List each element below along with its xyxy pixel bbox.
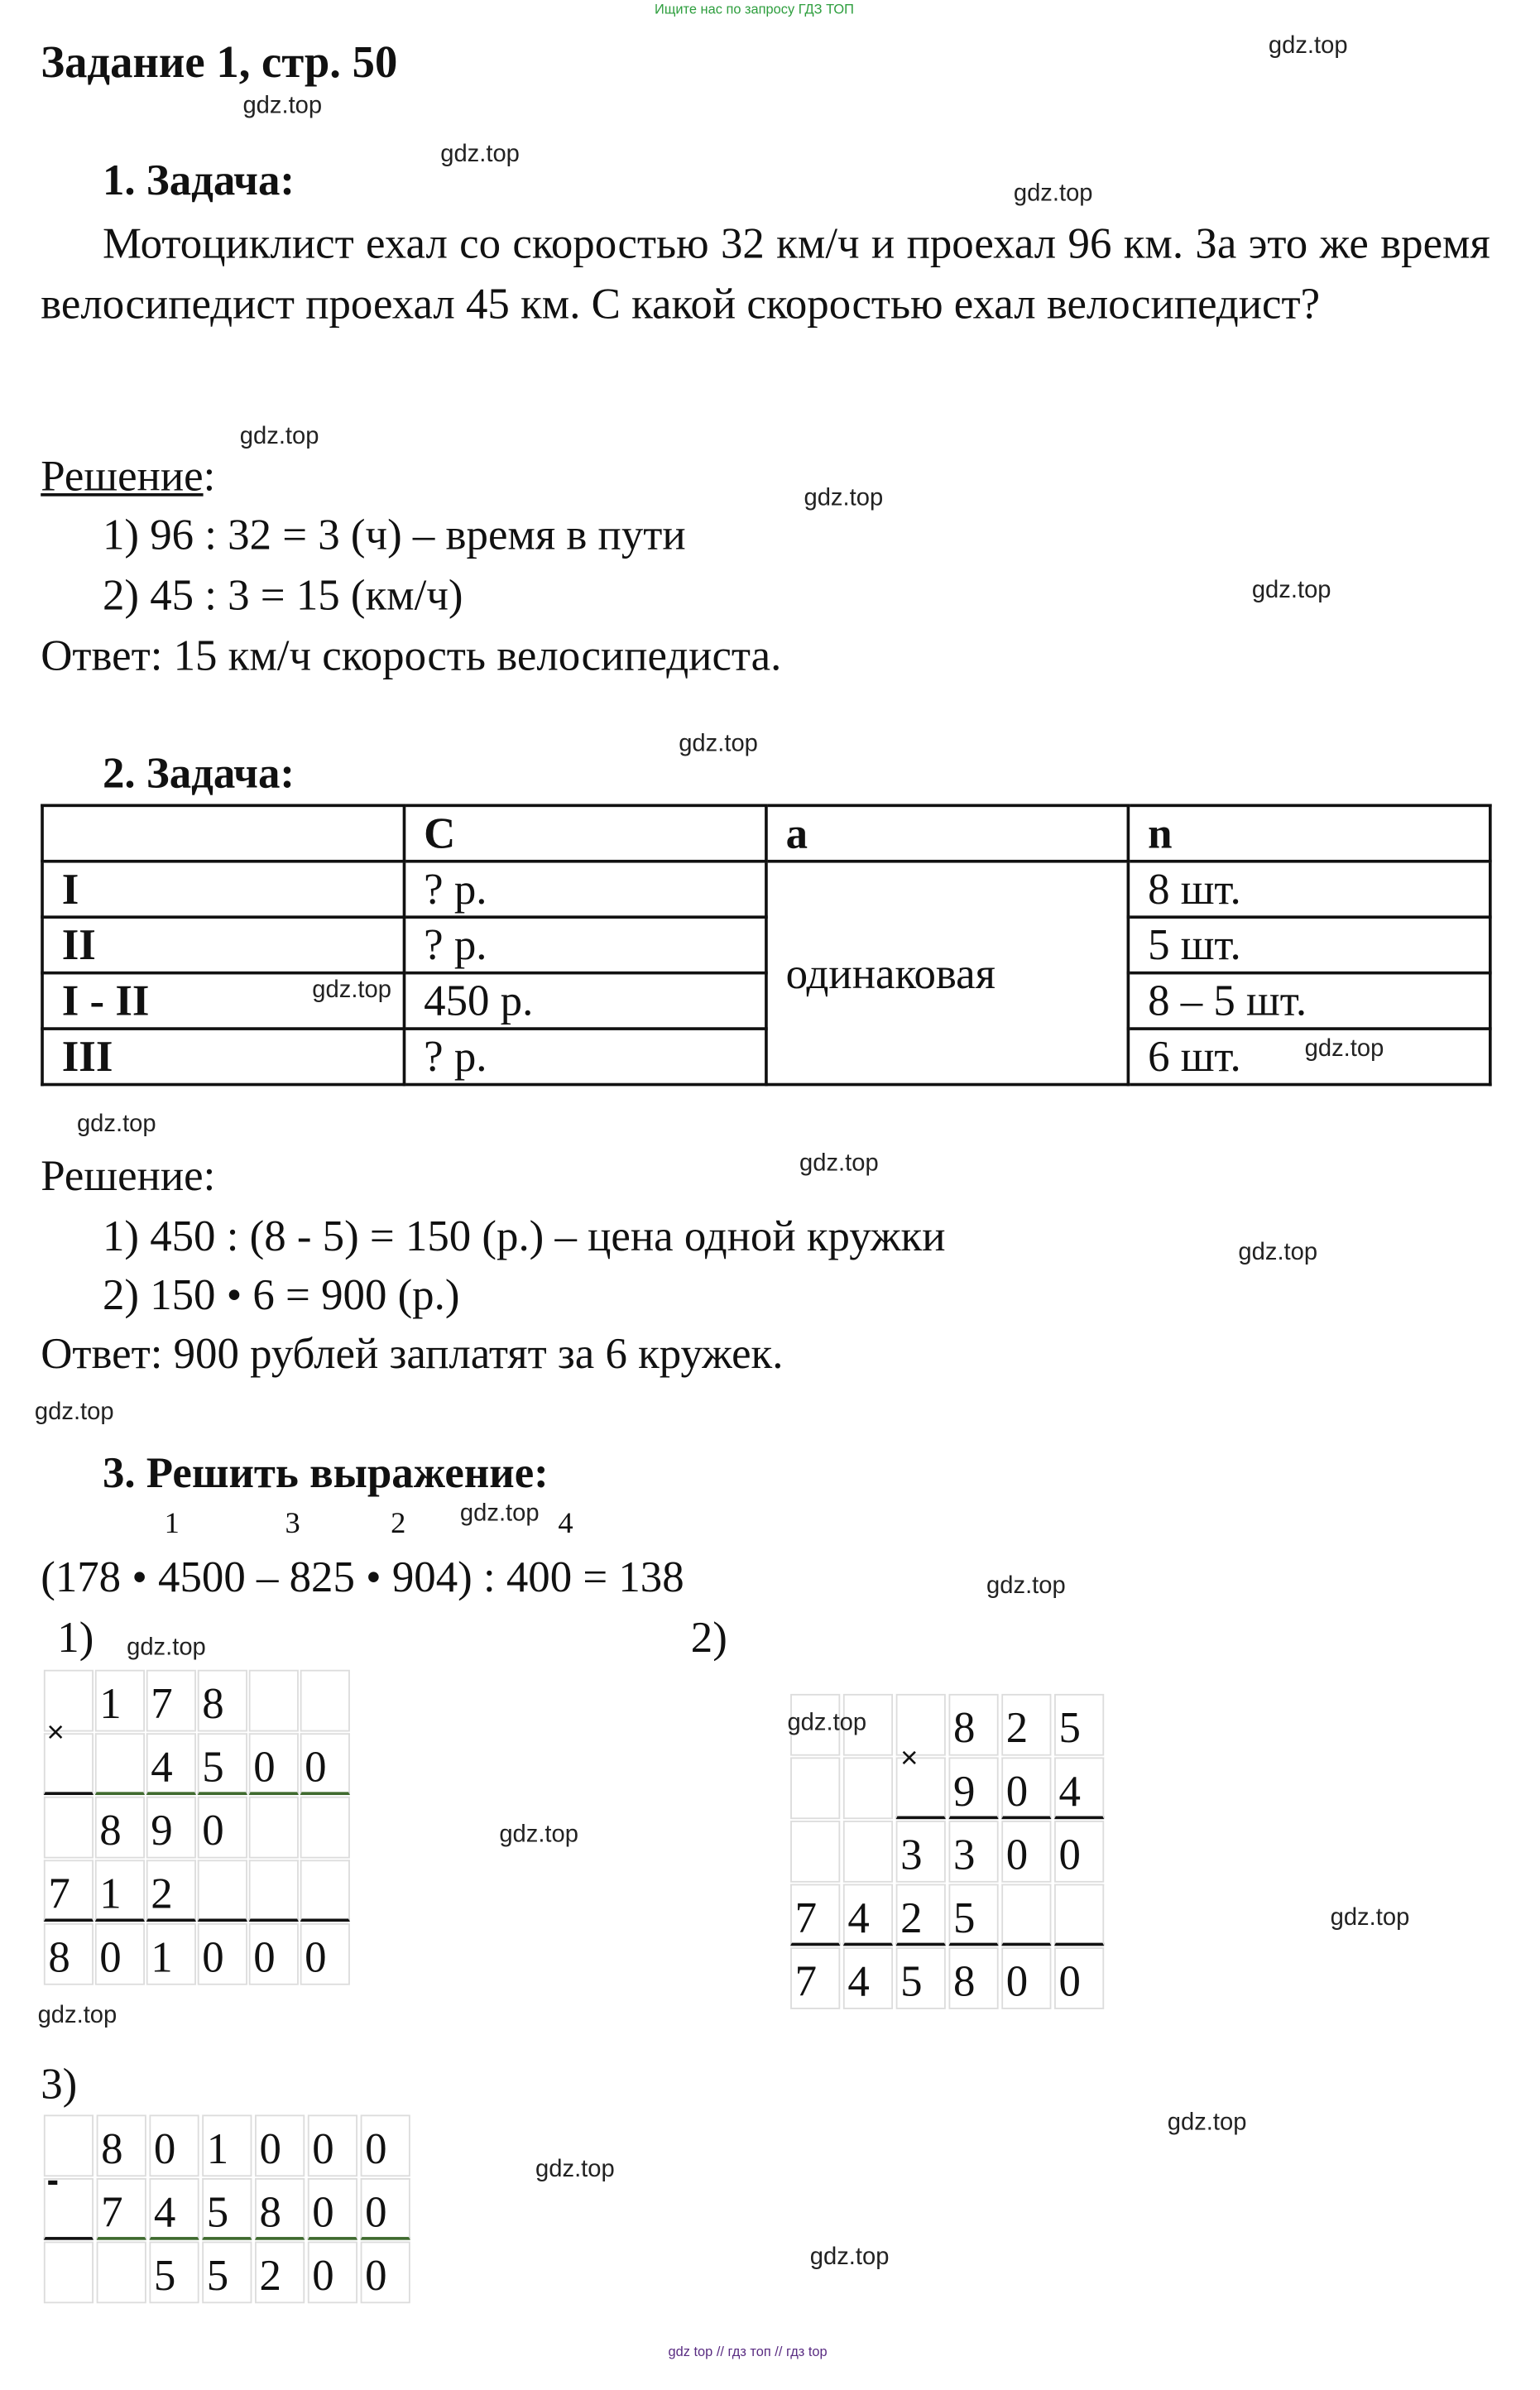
digit-cell: 5 (198, 1733, 247, 1795)
multiply-operator: × (46, 1716, 65, 1750)
digit-cell: 4 (1054, 1757, 1104, 1819)
digit-cell: 3 (948, 1821, 998, 1883)
digit-cell: 9 (146, 1797, 196, 1859)
step-label-2: 2) (690, 1614, 727, 1663)
digit-cell: 0 (361, 2242, 410, 2304)
digit-cell: 1 (146, 1923, 196, 1985)
watermark: gdz.top (1330, 1905, 1410, 1932)
page-title: Задание 1, стр. 50 (41, 37, 398, 88)
digit-cell (300, 1860, 350, 1922)
digit-cell: 8 (948, 1694, 998, 1756)
digit-cell: 8 (95, 1797, 145, 1859)
task3-expression: (178 • 4500 – 825 • 904) : 400 = 138 (41, 1553, 684, 1602)
watermark: gdz.top (1304, 1036, 1384, 1063)
digit-cell: 8 (44, 1923, 94, 1985)
watermark: gdz.top (499, 1821, 578, 1848)
task2-answer: Ответ: 900 рублей заплатят за 6 кружек. (41, 1330, 784, 1379)
digit-cell: 0 (255, 2114, 305, 2176)
task1-answer: Ответ: 15 км/ч скорость велосипедиста. (41, 631, 782, 681)
digit-cell: 5 (896, 1947, 946, 2009)
watermark: gdz.top (1268, 33, 1348, 60)
multiplication-grid-1 (44, 1670, 352, 1987)
digit-cell: 0 (198, 1923, 247, 1985)
watermark: gdz.top (440, 142, 520, 168)
digit-cell: 0 (361, 2178, 410, 2240)
digit-cell: 1 (95, 1670, 145, 1732)
watermark: gdz.top (459, 1500, 540, 1527)
count-cell: 8 шт. (1128, 861, 1490, 917)
row-label: I - II (42, 973, 404, 1029)
digit-cell: 9 (948, 1757, 998, 1819)
digit-cell (249, 1670, 299, 1732)
step-label-3: 3) (41, 2060, 78, 2109)
row-label: I (42, 861, 404, 917)
digit-cell: 0 (149, 2114, 199, 2176)
digit-cell (1001, 1884, 1051, 1946)
watermark: gdz.top (1013, 180, 1093, 207)
digit-cell: 0 (1054, 1821, 1104, 1883)
task2-heading: 2. Задача: (102, 749, 295, 799)
task3-heading: 3. Решить выражение: (102, 1449, 549, 1498)
order-mark: 2 (391, 1506, 406, 1540)
price-merged-cell: одинаковая (766, 861, 1128, 1085)
task1-solution-label (41, 452, 216, 502)
watermark: gdz.top (242, 94, 323, 119)
digit-cell: 0 (300, 1923, 350, 1985)
watermark: gdz.top (787, 1710, 867, 1736)
digit-cell: 0 (1001, 1757, 1051, 1819)
digit-cell: 0 (198, 1797, 247, 1859)
task1-heading: 1. Задача: (102, 156, 295, 205)
digit-cell: 8 (948, 1947, 998, 2009)
watermark: gdz.top (76, 1111, 156, 1138)
digit-cell (843, 1757, 893, 1819)
task2-table (41, 804, 1491, 1086)
multiply-operator: × (900, 1742, 919, 1776)
table-row (42, 861, 1490, 917)
digit-cell: 5 (202, 2178, 252, 2240)
watermark: gdz.top (535, 2157, 615, 2183)
cost-cell: ? р. (404, 917, 765, 972)
footer: gdz top // гдз топ // гдз top (668, 2344, 828, 2359)
watermark: gdz.top (799, 1150, 879, 1177)
digit-cell: 0 (361, 2114, 410, 2176)
subtraction-grid (44, 2114, 414, 2305)
digit-cell: 7 (790, 1884, 840, 1946)
watermark: gdz.top (1238, 1240, 1318, 1266)
digit-cell: 4 (146, 1733, 196, 1795)
digit-cell (249, 1860, 299, 1922)
count-cell: 5 шт. (1128, 917, 1490, 972)
watermark: gdz.top (804, 485, 884, 511)
digit-cell (1054, 1884, 1104, 1946)
digit-cell: 8 (97, 2114, 146, 2176)
solution-label: Решение (41, 452, 204, 502)
step-label-1: 1) (57, 1614, 94, 1663)
colon: : (203, 452, 216, 502)
digit-cell: 7 (97, 2178, 146, 2240)
digit-cell (300, 1670, 350, 1732)
cost-cell: 450 р. (404, 973, 765, 1029)
watermark: gdz.top (679, 732, 758, 757)
digit-cell: 5 (149, 2242, 199, 2304)
digit-cell: 4 (843, 1947, 893, 2009)
digit-cell: 2 (1001, 1694, 1051, 1756)
digit-cell: 0 (308, 2114, 357, 2176)
digit-cell: 7 (790, 1947, 840, 2009)
digit-cell: 8 (198, 1670, 247, 1732)
digit-cell (790, 1821, 840, 1883)
digit-cell: 0 (249, 1923, 299, 1985)
header-cell: a (766, 805, 1128, 861)
watermark: gdz.top (127, 1634, 206, 1661)
table-row (42, 1029, 1490, 1084)
task2-step-1: 1) 450 : (8 - 5) = 150 (р.) – цена одной кружки (102, 1212, 946, 1261)
task2-solution-label: Решение: (41, 1152, 216, 1201)
digit-cell: 0 (1054, 1947, 1104, 2009)
order-mark: 4 (558, 1506, 573, 1540)
digit-cell: 5 (202, 2242, 252, 2304)
top-banner: Ищите нас по запросу ГДЗ ТОП (655, 1, 854, 17)
digit-cell: 0 (308, 2242, 357, 2304)
watermark: gdz.top (809, 2244, 890, 2271)
task1-text: Мотоциклист ехал со скоростью 32 км/ч и проехал 96 км. За это же время велосипедист проехал 45 км. С какой скоростью ехал велосипедист? (41, 220, 1490, 329)
digit-cell: 3 (896, 1821, 946, 1883)
digit-cell: 0 (1001, 1821, 1051, 1883)
digit-cell: 2 (896, 1884, 946, 1946)
digit-cell: 7 (44, 1860, 94, 1922)
task2-step-2: 2) 150 • 6 = 900 (р.) (102, 1271, 460, 1320)
order-mark: 3 (285, 1506, 300, 1540)
row-label: II (42, 917, 404, 972)
digit-cell (198, 1860, 247, 1922)
digit-cell (97, 2242, 146, 2304)
watermark: gdz.top (1167, 2109, 1247, 2136)
digit-cell: 8 (255, 2178, 305, 2240)
digit-cell: 2 (146, 1860, 196, 1922)
watermark: gdz.top (312, 977, 391, 1004)
digit-cell: 5 (948, 1884, 998, 1946)
task1-step-1: 1) 96 : 32 = 3 (ч) – время в пути (102, 511, 686, 560)
cost-cell: ? р. (404, 1029, 765, 1084)
order-mark: 1 (164, 1506, 180, 1540)
digit-cell (95, 1733, 145, 1795)
digit-cell: 1 (202, 2114, 252, 2176)
digit-cell (843, 1821, 893, 1883)
row-label: III (42, 1029, 404, 1084)
table-row (42, 973, 1490, 1029)
digit-cell: 0 (1001, 1947, 1051, 2009)
task1-step-2: 2) 45 : 3 = 15 (км/ч) (102, 571, 463, 621)
digit-cell: 0 (95, 1923, 145, 1985)
digit-cell (44, 1797, 94, 1859)
digit-cell: 7 (146, 1670, 196, 1732)
digit-cell: 1 (95, 1860, 145, 1922)
digit-cell: 0 (249, 1733, 299, 1795)
digit-cell: 0 (308, 2178, 357, 2240)
watermark: gdz.top (37, 2003, 118, 2029)
multiplication-grid-2 (790, 1694, 1107, 2011)
count-cell: 8 – 5 шт. (1128, 973, 1490, 1029)
watermark: gdz.top (34, 1399, 114, 1426)
count-cell: 6 шт. (1128, 1029, 1490, 1084)
header-cell (42, 805, 404, 861)
digit-cell: 0 (300, 1733, 350, 1795)
digit-cell (300, 1797, 350, 1859)
digit-cell: 4 (149, 2178, 199, 2240)
digit-cell (790, 1757, 840, 1819)
table-row (42, 917, 1490, 972)
digit-cell (249, 1797, 299, 1859)
watermark: gdz.top (239, 424, 319, 450)
table-header-row (42, 805, 1490, 861)
minus-operator: - (46, 2160, 60, 2201)
digit-cell: 4 (843, 1884, 893, 1946)
digit-cell: 5 (1054, 1694, 1104, 1756)
watermark: gdz.top (1251, 578, 1331, 604)
watermark: gdz.top (986, 1573, 1066, 1600)
cost-cell: ? р. (404, 861, 765, 917)
digit-cell (44, 2242, 94, 2304)
digit-cell: 2 (255, 2242, 305, 2304)
header-cell: C (404, 805, 765, 861)
header-cell: n (1128, 805, 1490, 861)
